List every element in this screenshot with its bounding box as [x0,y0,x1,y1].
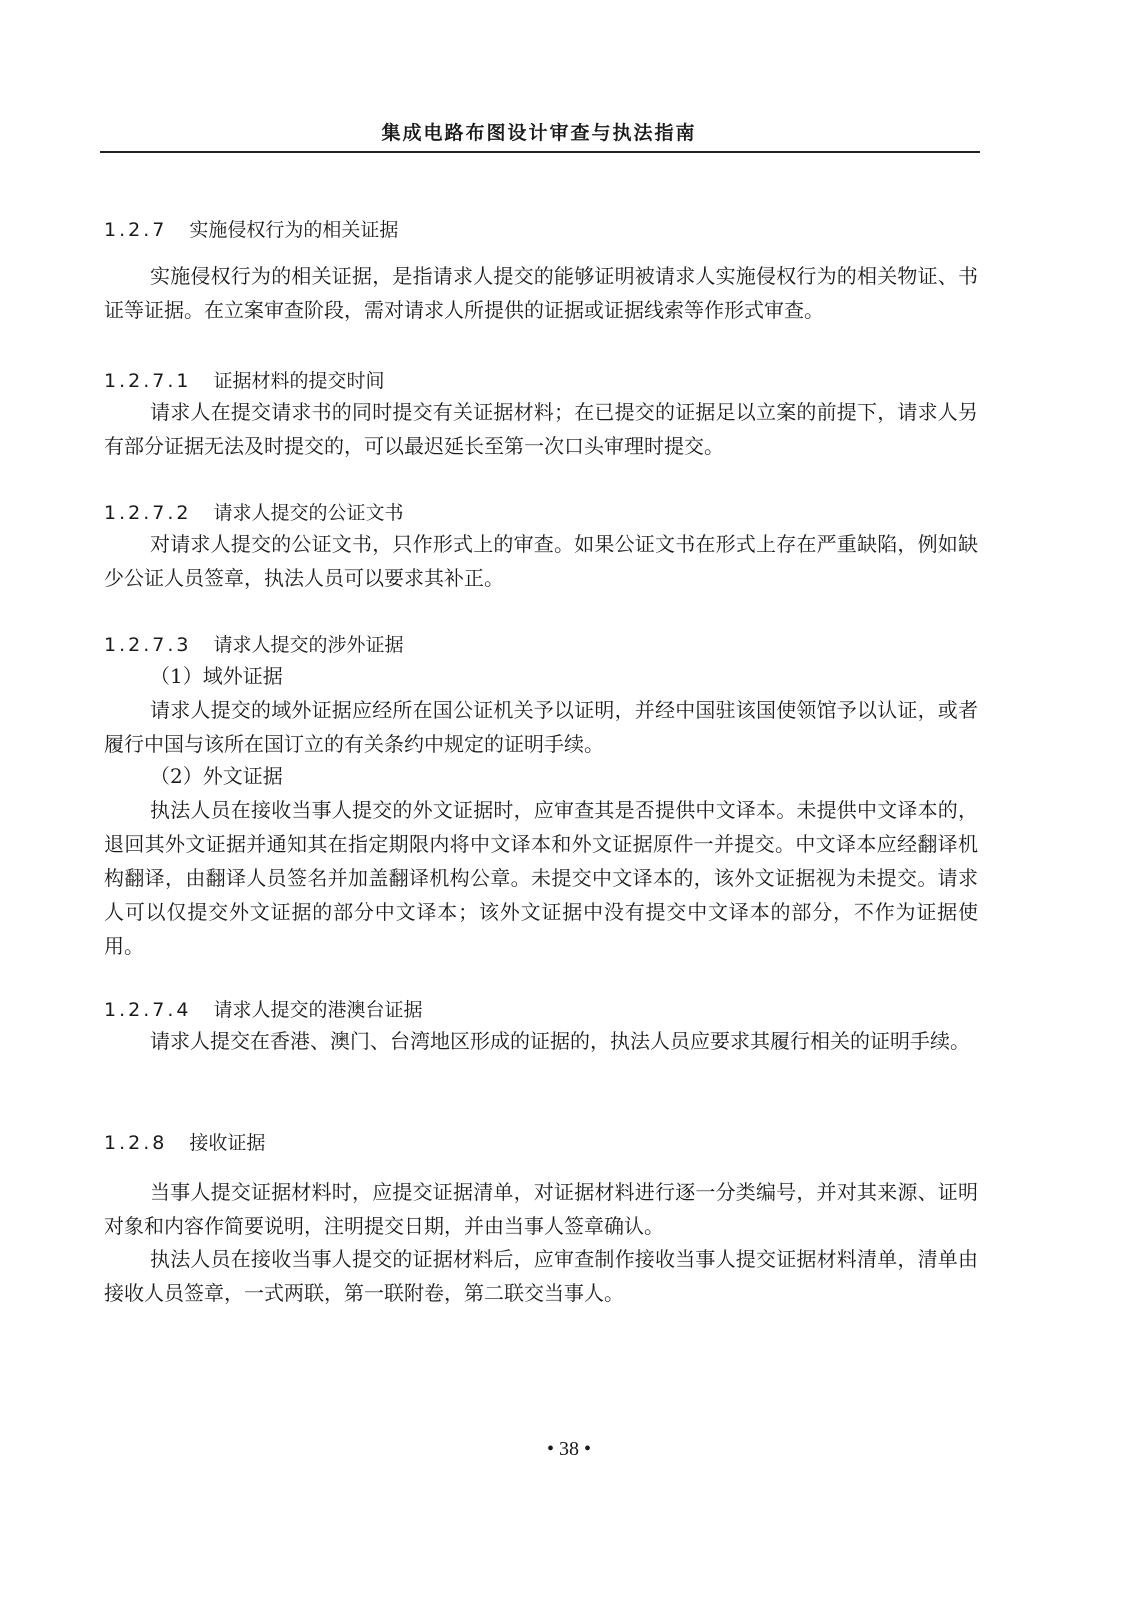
section-number: 1.2.7.4 [104,999,192,1021]
section-heading-1-2-7-3 [104,630,404,657]
section-title: 请求人提交的公证文书 [213,502,404,524]
paragraph: 执法人员在接收当事人提交的证据材料后，应审查制作接收当事人提交证据材料清单，清单由接收人员签章，一式两联，第一联附卷，第二联交当事人。 [104,1247,978,1305]
list-item-heading: （2）外文证据 [150,764,283,788]
section-number: 1.2.7.1 [104,370,192,392]
section-heading-1-2-7 [104,215,398,242]
paragraph: 实施侵权行为的相关证据，是指请求人提交的能够证明被请求人实施侵权行为的相关物证、书证等证据。在立案审查阶段，需对请求人所提供的证据或证据线索等作形式审查。 [104,264,978,322]
section-title: 请求人提交的涉外证据 [213,634,404,656]
page-number: • 38 • [546,1438,591,1460]
section-heading-1-2-8 [104,1128,265,1155]
paragraph: 请求人提交在香港、澳门、台湾地区形成的证据的，执法人员应要求其履行相关的证明手续。 [150,1029,970,1053]
section-title: 实施侵权行为的相关证据 [189,219,399,241]
paragraph: 执法人员在接收当事人提交的外文证据时，应审查其是否提供中文译本。未提供中文译本的，退回其外文证据并通知其在指定期限内将中文译本和外文证据原件一并提交。中文译本应经翻译机构翻译，由翻译人员签名并加盖翻译机构公章。未提交中文译本的，该外文证据视为未提交。请求人可以仅提交外文证据的部分中文译本；该外文证据中没有提交中文译本的部分，不作为证据使用。 [104,798,978,958]
section-number: 1.2.7 [104,219,168,241]
paragraph: 当事人提交证据材料时，应提交证据清单，对证据材料进行逐一分类编号，并对其来源、证明对象和内容作简要说明，注明提交日期，并由当事人签章确认。 [104,1180,978,1238]
section-title: 接收证据 [189,1132,266,1154]
section-number: 1.2.8 [104,1132,168,1154]
list-item-heading: （1）域外证据 [150,664,283,688]
paragraph: 对请求人提交的公证文书，只作形式上的审查。如果公证文书在形式上存在严重缺陷，例如缺少公证人员签章，执法人员可以要求其补正。 [104,532,978,590]
running-header: 集成电路布图设计审查与执法指南 [381,122,697,144]
section-heading-1-2-7-2 [104,498,404,525]
section-heading-1-2-7-1 [104,366,385,393]
paragraph: 请求人提交的域外证据应经所在国公证机关予以证明，并经中国驻该国使领馆予以认证，或者履行中国与该所在国订立的有关条约中规定的证明手续。 [104,698,978,756]
section-title: 请求人提交的港澳台证据 [213,999,423,1021]
paragraph: 请求人在提交请求书的同时提交有关证据材料；在已提交的证据足以立案的前提下，请求人另有部分证据无法及时提交的，可以最迟延长至第一次口头审理时提交。 [104,400,978,458]
section-number: 1.2.7.2 [104,502,192,524]
section-heading-1-2-7-4 [104,995,423,1022]
section-number: 1.2.7.3 [104,634,192,656]
section-title: 证据材料的提交时间 [213,370,385,392]
header-rule [100,151,980,153]
